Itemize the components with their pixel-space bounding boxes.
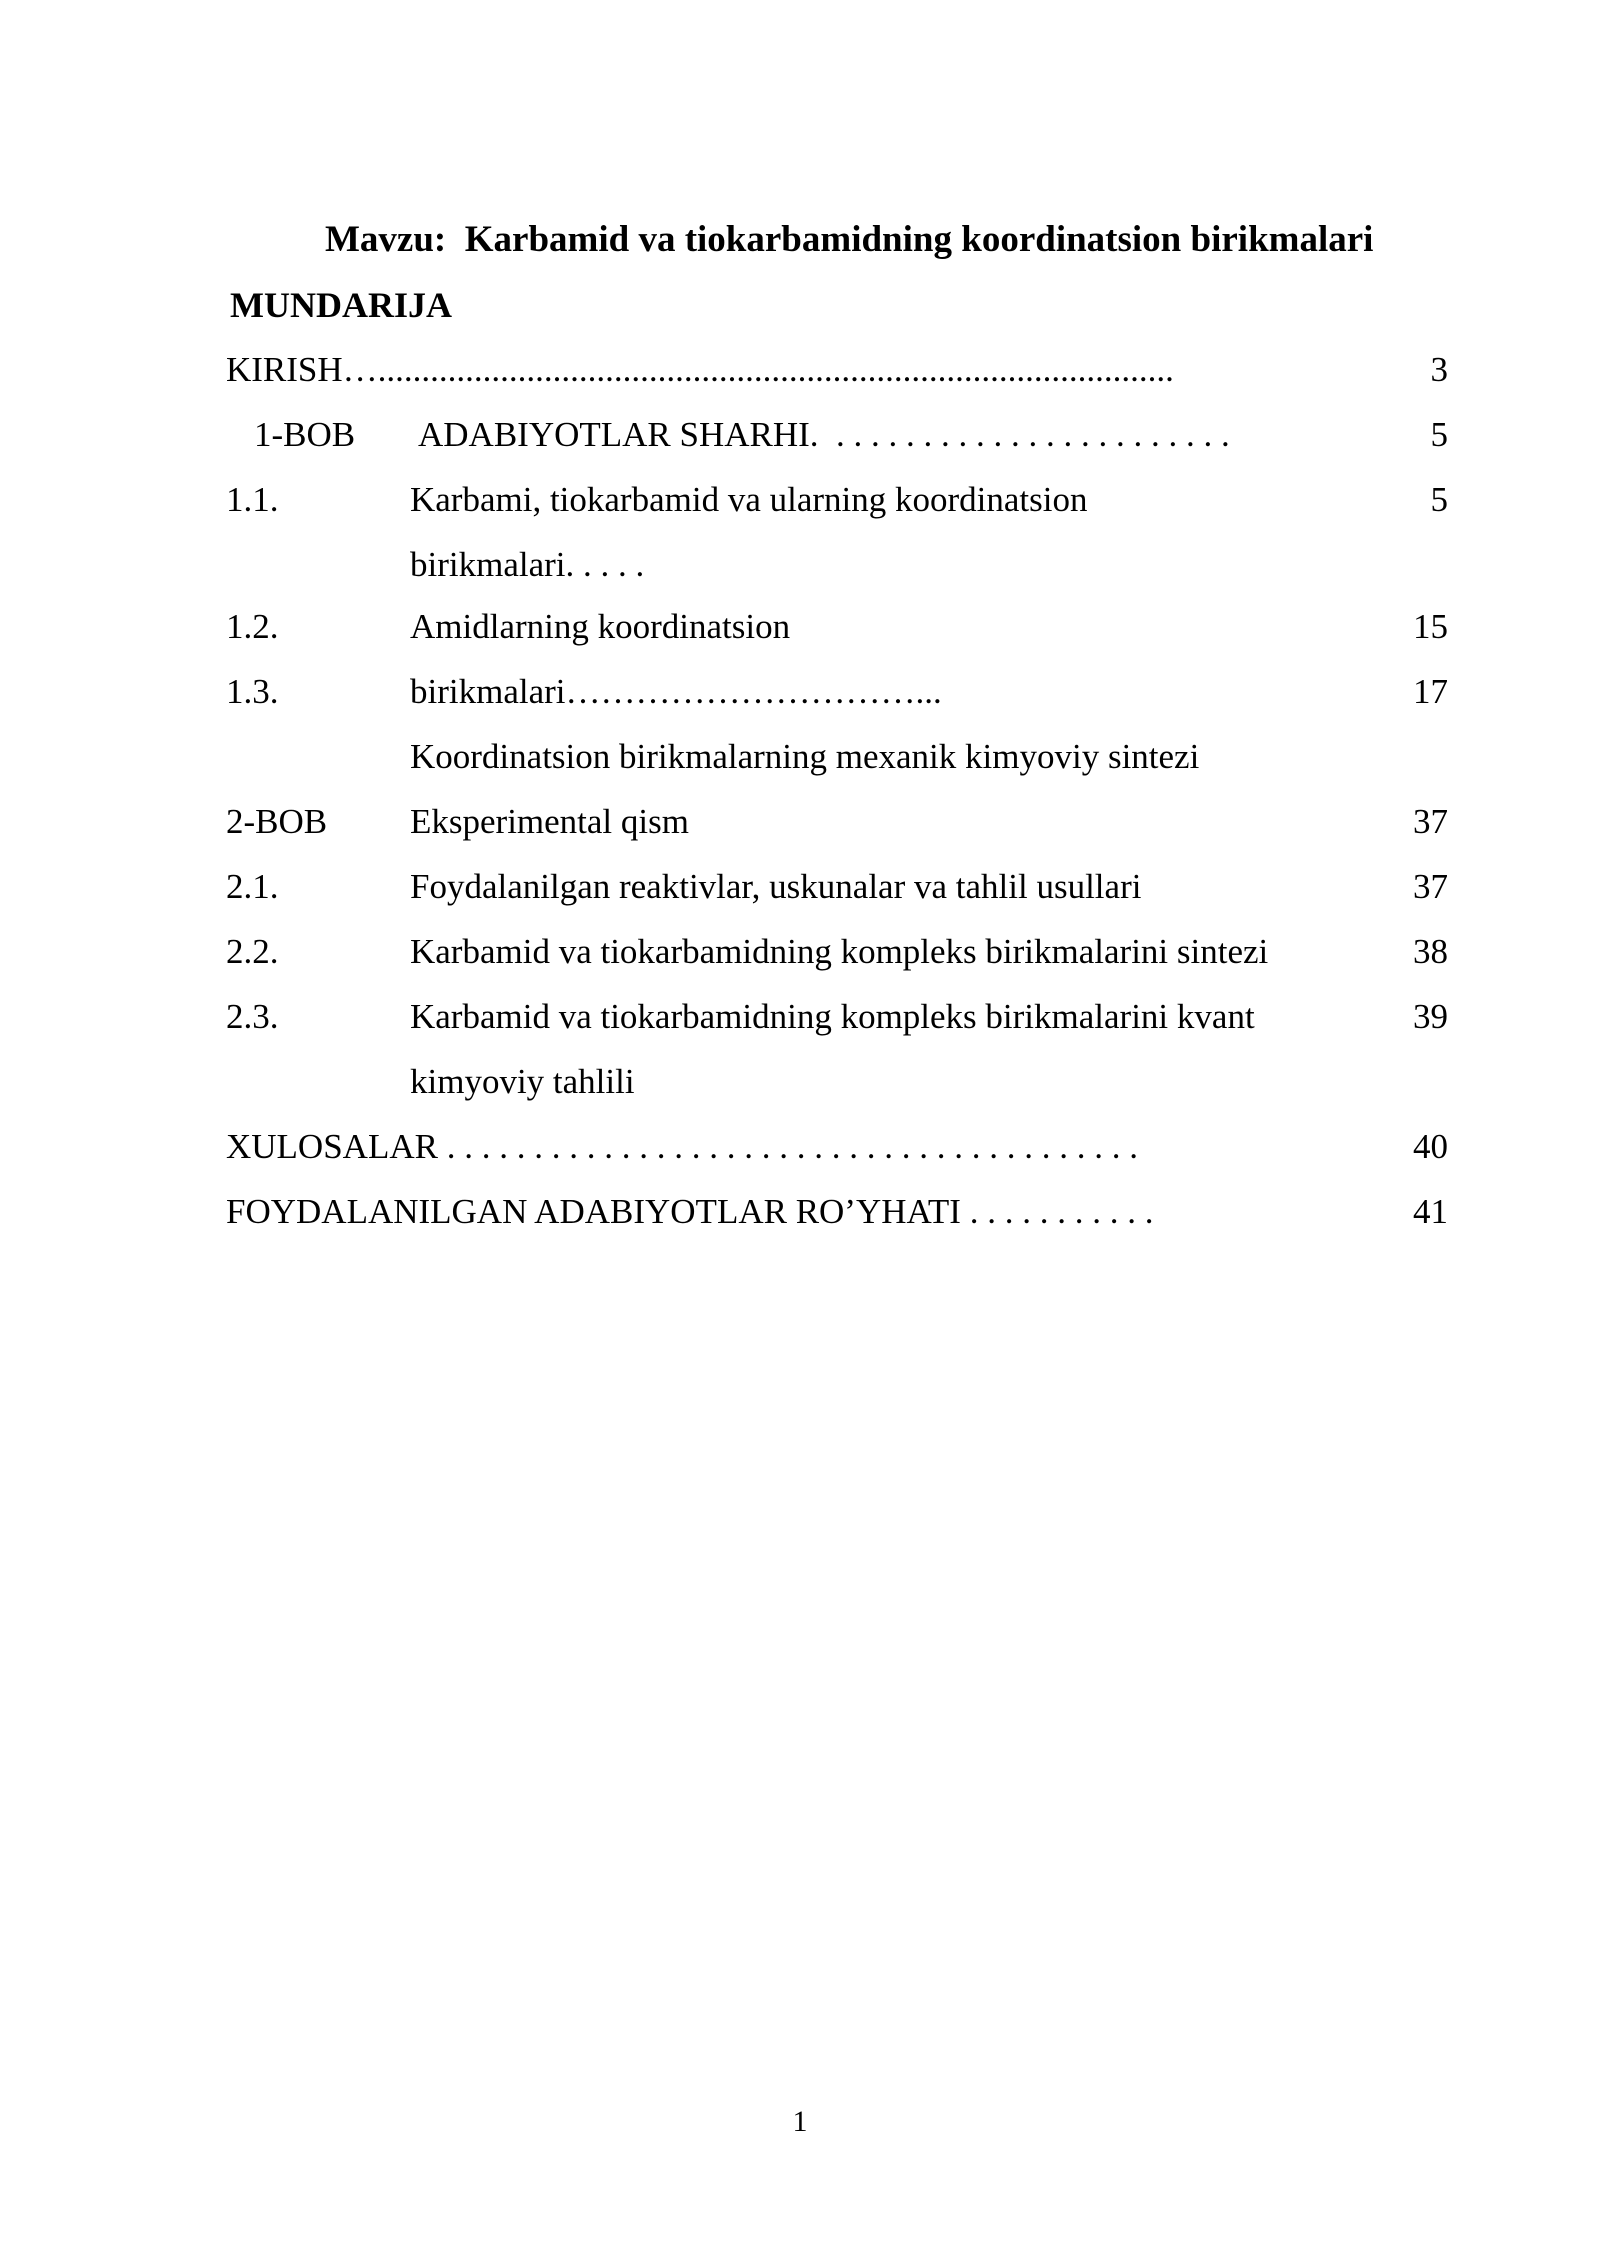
page-number: 1 [792,2105,808,2138]
toc-heading: MUNDARIJA [230,285,452,325]
toc-number-1-2: 1.2. [226,607,279,646]
toc-page-2-3: 39 [1413,997,1448,1036]
toc-entry-2-1: Foydalanilgan reaktivlar, uskunalar va tahlil usullari [410,867,1142,906]
toc-entry-bob1: ADABIYOTLAR SHARHI. . . . . . . . . . . . . . . . . . . . . . . . [418,415,1230,454]
toc-entry-1-1-line1: Karbami, tiokarbamid va ularning koordinatsion [410,480,1088,519]
toc-entry-xulosalar: XULOSALAR . . . . . . . . . . . . . . . . . . . . . . . . . . . . . . . . . . . . . . . . [226,1127,1138,1166]
toc-entry-1-3-line1: birikmalari…………………………... [410,672,942,711]
toc-page-2-2: 38 [1413,932,1448,971]
toc-entry-bob2: Eksperimental qism [410,802,689,841]
toc-page-1-3: 17 [1413,672,1448,711]
toc-page-kirish: 3 [1430,350,1448,389]
toc-page-1-1: 5 [1430,480,1448,519]
toc-page-adabiyotlar: 41 [1413,1192,1448,1231]
toc-page-bob2: 37 [1413,802,1448,841]
toc-number-1-1: 1.1. [226,480,279,519]
toc-entry-2-3-line2: kimyoviy tahlili [410,1062,635,1101]
toc-number-bob2: 2-BOB [226,802,328,841]
toc-number-bob1: 1-BOB [254,415,356,454]
toc-entry-adabiyotlar: FOYDALANILGAN ADABIYOTLAR RO’YHATI . . . . . . . . . . . [226,1192,1154,1231]
toc-page-xulosalar: 40 [1413,1127,1448,1166]
toc-page-1-2: 15 [1413,607,1448,646]
toc-entry-1-1-line2: birikmalari. . . . . [410,545,645,584]
toc-entry-2-3-line1: Karbamid va tiokarbamidning kompleks birikmalarini kvant [410,997,1255,1036]
toc-entry-2-2: Karbamid va tiokarbamidning kompleks birikmalarini sintezi [410,932,1269,971]
document-title: Mavzu: Karbamid va tiokarbamidning koordinatsion birikmalari [325,219,1374,260]
toc-page-bob1: 5 [1430,415,1448,454]
toc-number-1-3: 1.3. [226,672,279,711]
toc-number-2-1: 2.1. [226,867,279,906]
toc-entry-kirish: KIRISH…........................................................................................... [226,350,1174,389]
toc-page-2-1: 37 [1413,867,1448,906]
toc-entry-1-2: Amidlarning koordinatsion [410,607,791,646]
toc-number-2-2: 2.2. [226,932,279,971]
toc-number-2-3: 2.3. [226,997,279,1036]
toc-entry-1-3-line2: Koordinatsion birikmalarning mexanik kimyoviy sintezi [410,737,1200,776]
